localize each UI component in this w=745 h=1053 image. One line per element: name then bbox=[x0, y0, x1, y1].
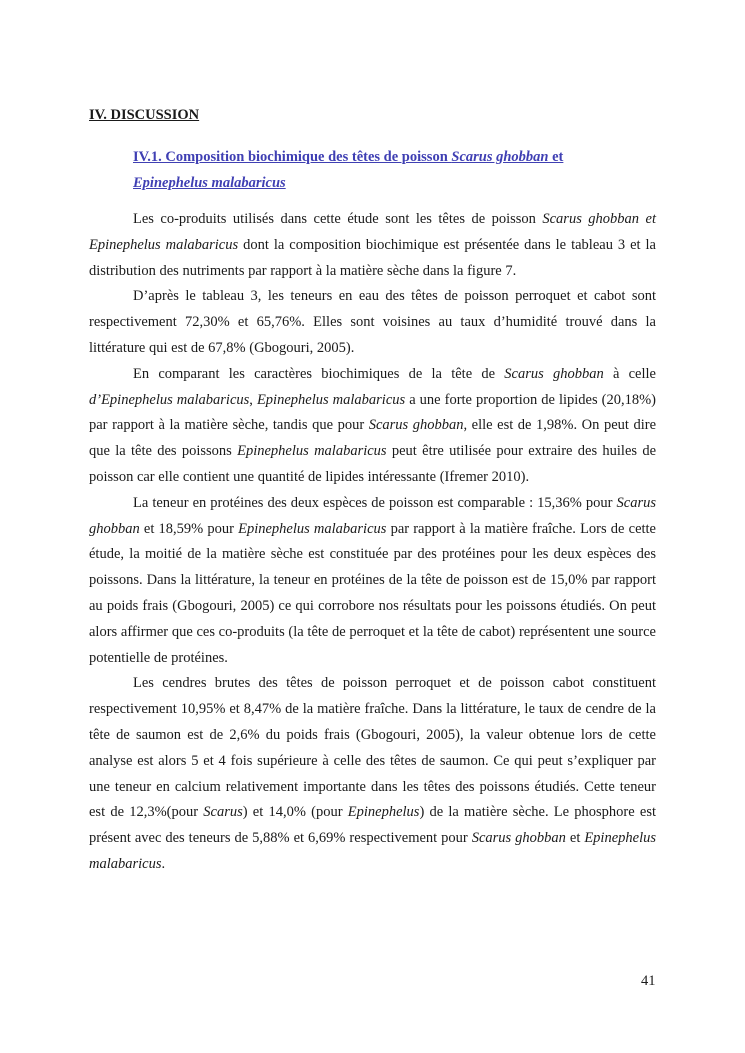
text-run: . bbox=[161, 855, 166, 872]
text-run: , bbox=[249, 391, 257, 408]
italic-run: Epinephelus malabaricus bbox=[238, 520, 387, 537]
italic-run: Scarus ghobban bbox=[504, 365, 604, 382]
italic-run: Epinephelus malabaricus bbox=[256, 391, 406, 408]
text-run: dont la composition biochimique est présentée dans le tableau 3 et la distribution des nutriments par rapport à la matière sèche dans la figure 7. bbox=[89, 236, 656, 279]
paragraph-2 bbox=[89, 284, 656, 361]
paragraph-5 bbox=[89, 671, 656, 877]
subheading-text: IV.1. Composition biochimique des têtes de poisson bbox=[133, 149, 452, 165]
paragraph-3 bbox=[89, 362, 656, 491]
italic-run: Scarus ghobban bbox=[89, 494, 656, 537]
italic-run: Scarus ghobban et Epinephelus malabaricus bbox=[89, 211, 656, 253]
italic-run: d’Epinephelus malabaricus bbox=[89, 391, 250, 408]
text-run: En comparant les caractères biochimiques de la tête de bbox=[133, 365, 505, 382]
text-run: peut être utilisée pour extraire des huiles de poisson car elle contient une quantité de lipides intéressante (Ifremer 2010). bbox=[89, 443, 656, 485]
text-run: et 18,59% pour bbox=[139, 520, 239, 537]
text-run: Les co-produits utilisés dans cette étude sont les têtes de poisson bbox=[133, 211, 543, 227]
section-heading: IV. DISCUSSION bbox=[89, 107, 200, 123]
paragraph-4 bbox=[89, 491, 656, 672]
italic-run: Epinephelus malabaricus bbox=[237, 443, 387, 460]
text-run: D’après le tableau 3, les teneurs en eau des têtes de poisson perroquet et cabot sont respectivement 72,30% et 65,76%. Elles sont voisines au taux d’humidité trouvé dans la littérature qui est de 67,8% (Gbogouri, 2005). bbox=[89, 288, 656, 356]
text-run: à celle bbox=[603, 365, 656, 382]
italic-run: Scarus ghobban bbox=[471, 830, 566, 847]
page-number: 41 bbox=[641, 973, 656, 989]
italic-run: Scarus ghobban bbox=[368, 417, 464, 434]
italic-run: Epinephelus malabaricus bbox=[89, 830, 657, 872]
text-run: Les cendres brutes des têtes de poisson perroquet et de poisson cabot constituent respectivement 10,95% et 8,47% de la matière fraîche. Dans la littérature, le taux de cendre de la tête de saumon est de 2,6% du poids frais (Gbogouri, 2005), la valeur obtenue lors de cette analyse est alors 5 et 4 fois supérieure à celle des têtes de saumon. Ce qui peut s’expliquer par une teneur en calcium relativement importante dans les têtes des poissons étudiés. Cette teneur est de 12,3%(pour bbox=[89, 675, 656, 821]
subheading-species-2: Epinephelus malabaricus bbox=[133, 175, 286, 191]
body-text bbox=[89, 207, 656, 878]
text-run: La teneur en protéines des deux espèces de poisson est comparable : 15,36% pour bbox=[133, 494, 617, 511]
text-run: , elle est de 1,98%. On peut dire que la tête des poissons bbox=[89, 417, 656, 460]
subsection-heading bbox=[133, 144, 633, 196]
text-run: ) et 14,0% (pour bbox=[242, 804, 348, 821]
subheading-species-1: Scarus ghobban bbox=[451, 149, 549, 165]
subheading-conjunction: et bbox=[548, 149, 564, 165]
text-run: par rapport à la matière fraîche. Lors de cette étude, la moitié de la matière sèche est constituée par des protéines pour les deux espèces des poissons. Dans la littérature, la teneur en protéines de la tête de poisson est de 15,0% par rapport au poids frais (Gbogouri, 2005) ce qui corrobore nos résultats pour les poissons étudiés. On peut alors affirmer que ces co-produits (la tête de perroquet et la tête de cabot) représentent une source potentielle de protéines. bbox=[89, 520, 656, 666]
text-run: ) de la matière sèche. Le phosphore est présent avec des teneurs de 5,88% et 6,69% respectivement pour bbox=[89, 804, 656, 847]
text-run: et bbox=[565, 830, 585, 847]
text-run: a une forte proportion de lipides (20,18%) par rapport à la matière sèche, tandis que pour bbox=[89, 391, 657, 434]
paragraph-1 bbox=[89, 207, 656, 284]
italic-run: Epinephelus bbox=[347, 804, 420, 821]
italic-run: Scarus bbox=[203, 804, 243, 821]
